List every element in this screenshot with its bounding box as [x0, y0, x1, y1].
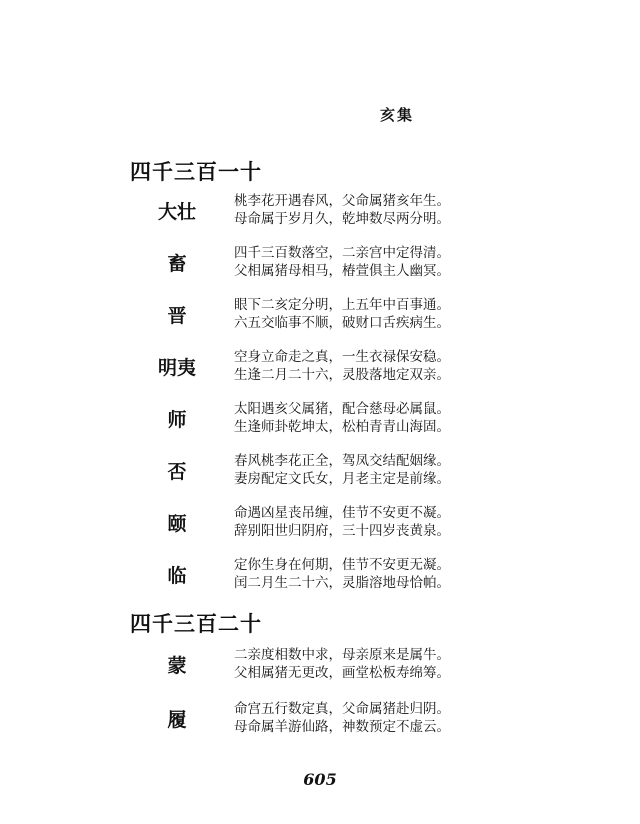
verse-line: 空身立命走之真，一生衣禄保安稳。	[234, 349, 450, 365]
entry	[130, 188, 460, 232]
verse-line: 四千三百数落空，二亲宫中定得清。	[234, 245, 450, 261]
verse	[234, 646, 450, 682]
hexagram-name: 师	[167, 408, 187, 431]
hexagram-name: 畜	[167, 252, 187, 275]
verse-line: 父相属猪无更改，画堂松板寿绵筹。	[234, 665, 450, 681]
verse-line: 母命属于岁月久，乾坤数尽两分明。	[234, 211, 450, 227]
entry	[130, 552, 460, 596]
verse-line: 辞别阳世归阴府，三十四岁丧黄泉。	[234, 523, 450, 539]
verse-line: 生逢师卦乾坤太，松柏青青山海固。	[234, 419, 450, 435]
entry	[130, 292, 460, 336]
verse-line: 太阳遇亥父属猪，配合慈母必属鼠。	[234, 401, 450, 417]
entry	[130, 696, 460, 740]
hexagram-name: 临	[167, 564, 187, 587]
verse-line: 母命属羊游仙路，神数预定不虚云。	[234, 719, 450, 735]
entry	[130, 448, 460, 492]
running-header: 亥集	[380, 106, 415, 124]
verse-line: 桃李花开遇春风，父命属猪亥年生。	[234, 193, 450, 209]
verse-line: 妻房配定文氏女，月老主定是前缘。	[234, 471, 450, 487]
hexagram-name: 颐	[167, 512, 187, 535]
verse	[234, 192, 450, 228]
hexagram-name: 大壮	[157, 200, 196, 223]
verse-line: 闰二月生二十六，灵脂溶地母恰帕。	[234, 575, 450, 591]
verse	[234, 452, 450, 488]
hexagram-name: 蒙	[167, 654, 187, 677]
section-title-4320: 四千三百二十	[130, 611, 262, 636]
verse	[234, 556, 450, 592]
hexagram-name: 否	[167, 460, 187, 483]
hexagram-name: 晋	[167, 304, 187, 327]
hexagram-name: 明夷	[157, 356, 196, 379]
verse	[234, 504, 450, 540]
verse	[234, 348, 450, 384]
verse-line: 六五交临事不顺，破财口舌疾病生。	[234, 315, 450, 331]
entry	[130, 500, 460, 544]
section-title-4310: 四千三百一十	[130, 159, 262, 184]
verse	[234, 400, 450, 436]
verse	[234, 700, 450, 736]
verse-line: 春风桃李花正全，驾凤交结配姻缘。	[234, 453, 450, 469]
verse-line: 生逢二月二十六，灵股落地定双亲。	[234, 367, 450, 383]
page-number: 605	[303, 770, 337, 789]
verse-line: 命遇凶星丧吊缠，佳节不安更不凝。	[234, 505, 450, 521]
entry	[130, 344, 460, 388]
verse-line: 命宫五行数定真，父命属猪赴归阴。	[234, 701, 450, 717]
verse-line: 眼下二亥定分明，上五年中百事通。	[234, 297, 450, 313]
hexagram-name: 履	[167, 708, 187, 731]
verse-line: 二亲度相数中求，母亲原来是属牛。	[234, 647, 450, 663]
entry	[130, 642, 460, 686]
entry	[130, 240, 460, 284]
verse-line: 父相属猪母相马，椿萱俱主人幽冥。	[234, 263, 450, 279]
verse	[234, 296, 450, 332]
verse	[234, 244, 450, 280]
entry	[130, 396, 460, 440]
verse-line: 定你生身在何期，佳节不安更无凝。	[234, 557, 450, 573]
